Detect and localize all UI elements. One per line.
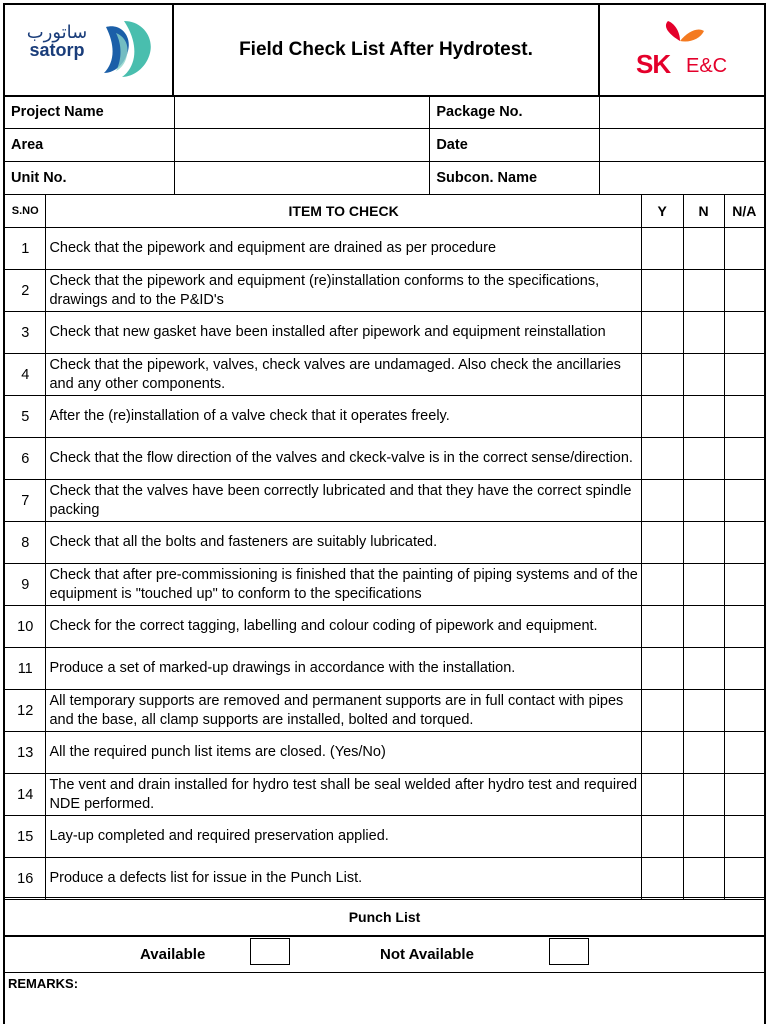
checklist-row [4, 816, 765, 858]
checklist-na-cell[interactable] [724, 354, 765, 396]
checklist-row-number: 2 [4, 270, 46, 312]
checklist-yes-cell[interactable] [641, 690, 683, 732]
checklist-row-number: 16 [4, 858, 46, 900]
checklist-na-cell[interactable] [724, 270, 765, 312]
checklist-row [4, 396, 765, 438]
checklist-yes-cell[interactable] [641, 228, 683, 270]
checklist-row-text: Check that all the bolts and fasteners are suitably lubricated. [46, 522, 641, 564]
checklist-row-number: 12 [4, 690, 46, 732]
checklist-no-cell[interactable] [683, 858, 724, 900]
checklist-row-text: Check that after pre-commissioning is finished that the painting of piping systems and of the equipment is "touched up" to conform to the specifications [46, 564, 641, 606]
na-header: N/A [724, 195, 765, 228]
checklist-row-number: 13 [4, 732, 46, 774]
checklist-na-cell[interactable] [724, 774, 765, 816]
checklist-row [4, 354, 765, 396]
checklist-yes-cell[interactable] [641, 816, 683, 858]
checklist-row [4, 648, 765, 690]
checklist-row-text: Check that the pipework and equipment are drained as per procedure [46, 228, 641, 270]
area-label: Area [4, 129, 175, 162]
item-header: ITEM TO CHECK [46, 195, 641, 228]
checklist-na-cell[interactable] [724, 858, 765, 900]
checklist-row-number: 14 [4, 774, 46, 816]
checklist-row [4, 480, 765, 522]
checklist-yes-cell[interactable] [641, 480, 683, 522]
checklist-row [4, 522, 765, 564]
satorp-emblem-icon [98, 17, 158, 81]
checklist-row-text: All the required punch list items are closed. (Yes/No) [46, 732, 641, 774]
punch-list-availability-row [3, 935, 766, 973]
checklist-no-cell[interactable] [683, 606, 724, 648]
checklist-yes-cell[interactable] [641, 732, 683, 774]
checklist-row [4, 312, 765, 354]
subcon-name-label: Subcon. Name [430, 162, 600, 195]
checklist-no-cell[interactable] [683, 396, 724, 438]
checklist-na-cell[interactable] [724, 816, 765, 858]
checklist-na-cell[interactable] [724, 732, 765, 774]
checklist-no-cell[interactable] [683, 354, 724, 396]
not-available-label: Not Available [380, 946, 474, 963]
checklist-row-number: 7 [4, 480, 46, 522]
checklist-no-cell[interactable] [683, 522, 724, 564]
checklist-row-text: Check that the valves have been correctly lubricated and that they have the correct spindle packing [46, 480, 641, 522]
checklist-row [4, 732, 765, 774]
checklist-row [4, 858, 765, 900]
checklist-row-number: 10 [4, 606, 46, 648]
checklist-row-text: Check that the flow direction of the valves and ckeck-valve is in the correct sense/direction. [46, 438, 641, 480]
checklist-yes-cell[interactable] [641, 270, 683, 312]
checklist-row-text: Produce a set of marked-up drawings in accordance with the installation. [46, 648, 641, 690]
unit-no-field[interactable] [175, 162, 430, 195]
checklist-row-text: The vent and drain installed for hydro test shall be seal welded after hydro test and required NDE performed. [46, 774, 641, 816]
remarks-label: REMARKS: [8, 976, 79, 991]
checklist-row [4, 774, 765, 816]
sk-butterfly-icon [650, 19, 708, 45]
checklist-na-cell[interactable] [724, 228, 765, 270]
checklist-no-cell[interactable] [683, 690, 724, 732]
sk-ec-logo [600, 3, 766, 97]
checklist-yes-cell[interactable] [641, 606, 683, 648]
checklist-row-number: 5 [4, 396, 46, 438]
checklist-no-cell[interactable] [683, 816, 724, 858]
checklist-row-text: Produce a defects list for issue in the Punch List. [46, 858, 641, 900]
checklist-row-text: Lay-up completed and required preservation applied. [46, 816, 641, 858]
checklist-na-cell[interactable] [724, 396, 765, 438]
checklist-row [4, 270, 765, 312]
checklist-yes-cell[interactable] [641, 354, 683, 396]
checklist-no-cell[interactable] [683, 312, 724, 354]
satorp-logo-arabic: ساتورب [26, 22, 88, 43]
checklist-na-cell[interactable] [724, 690, 765, 732]
checklist-row-number: 1 [4, 228, 46, 270]
checklist-table [3, 194, 766, 900]
page-title: Field Check List After Hydrotest. [174, 3, 600, 97]
checklist-row [4, 564, 765, 606]
date-field[interactable] [599, 129, 765, 162]
checklist-row [4, 690, 765, 732]
checklist-no-cell[interactable] [683, 438, 724, 480]
checklist-no-cell[interactable] [683, 480, 724, 522]
project-name-field[interactable] [175, 96, 430, 129]
checklist-yes-cell[interactable] [641, 396, 683, 438]
remarks-section[interactable] [3, 972, 766, 1024]
sno-header: S.NO [4, 195, 46, 228]
available-label: Available [140, 946, 206, 963]
available-checkbox[interactable] [250, 938, 290, 965]
date-label: Date [430, 129, 600, 162]
checklist-na-cell[interactable] [724, 312, 765, 354]
project-info-table [3, 95, 766, 195]
checklist-no-cell[interactable] [683, 564, 724, 606]
checklist-row [4, 438, 765, 480]
checklist-no-cell[interactable] [683, 228, 724, 270]
checklist-yes-cell[interactable] [641, 858, 683, 900]
checklist-yes-cell[interactable] [641, 564, 683, 606]
checklist-header-row [4, 195, 765, 228]
package-no-field[interactable] [599, 96, 765, 129]
checklist-row-number: 9 [4, 564, 46, 606]
area-field[interactable] [175, 129, 430, 162]
checklist-row-number: 4 [4, 354, 46, 396]
checklist-row-number: 3 [4, 312, 46, 354]
checklist-yes-cell[interactable] [641, 774, 683, 816]
checklist-row [4, 228, 765, 270]
checklist-yes-cell[interactable] [641, 438, 683, 480]
satorp-logo-latin: satorp [29, 40, 85, 60]
ec-logo-text: E&C [686, 55, 728, 77]
checklist-row-text: After the (re)installation of a valve check that it operates freely. [46, 396, 641, 438]
sk-logo-text: SK [636, 49, 671, 79]
checklist-no-cell[interactable] [683, 732, 724, 774]
subcon-name-field[interactable] [599, 162, 765, 195]
package-no-label: Package No. [430, 96, 600, 129]
checklist-na-cell[interactable] [724, 438, 765, 480]
checklist-no-cell[interactable] [683, 774, 724, 816]
checklist-row-text: Check that the pipework, valves, check valves are undamaged. Also check the ancillaries and any other components. [46, 354, 641, 396]
checklist-na-cell[interactable] [724, 480, 765, 522]
checklist-na-cell[interactable] [724, 564, 765, 606]
not-available-checkbox[interactable] [549, 938, 589, 965]
satorp-logo [3, 3, 174, 97]
checklist-row-number: 8 [4, 522, 46, 564]
checklist-row-number: 6 [4, 438, 46, 480]
no-header: N [683, 195, 724, 228]
checklist-row-text: Check that the pipework and equipment (re)installation conforms to the specifications, drawings and to the P&ID's [46, 270, 641, 312]
unit-no-label: Unit No. [4, 162, 175, 195]
checklist-yes-cell[interactable] [641, 312, 683, 354]
checklist-no-cell[interactable] [683, 648, 724, 690]
checklist-row [4, 606, 765, 648]
checklist-na-cell[interactable] [724, 648, 765, 690]
punch-list-title: Punch List [3, 897, 766, 937]
checklist-no-cell[interactable] [683, 270, 724, 312]
checklist-yes-cell[interactable] [641, 522, 683, 564]
checklist-row-text: Check that new gasket have been installed after pipework and equipment reinstallation [46, 312, 641, 354]
checklist-na-cell[interactable] [724, 522, 765, 564]
project-name-label: Project Name [4, 96, 175, 129]
checklist-row-text: All temporary supports are removed and permanent supports are in full contact with pipes and the base, all clamp supports are installed, bolted and torqued. [46, 690, 641, 732]
checklist-yes-cell[interactable] [641, 648, 683, 690]
checklist-na-cell[interactable] [724, 606, 765, 648]
yes-header: Y [641, 195, 683, 228]
checklist-row-number: 11 [4, 648, 46, 690]
checklist-row-text: Check for the correct tagging, labelling and colour coding of pipework and equipment. [46, 606, 641, 648]
checklist-row-number: 15 [4, 816, 46, 858]
